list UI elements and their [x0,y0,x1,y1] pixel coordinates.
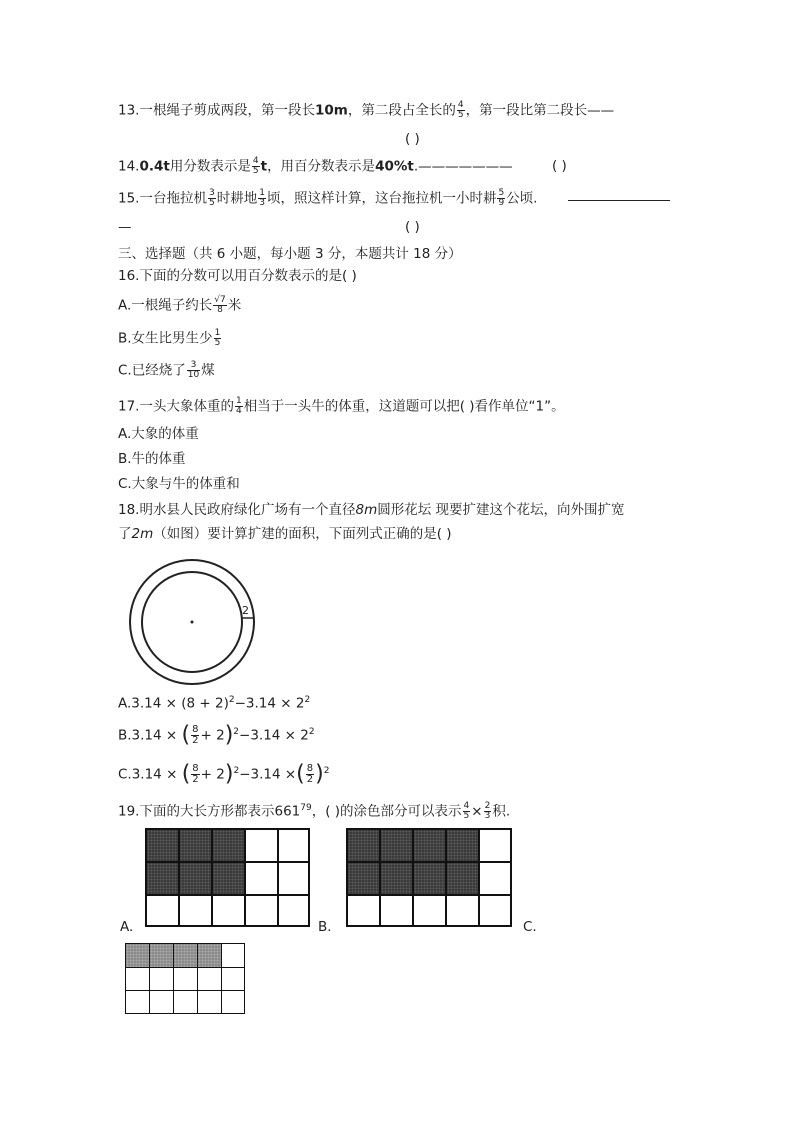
grid-c-cell [149,943,174,968]
q18-a-tail: −3.14 × 2 [234,695,305,712]
q19-times: × [471,803,483,820]
q15-text-3: 顷，照这样计算，这台拖拉机一小时耕 [266,190,497,207]
q15-dash-tail: — [118,219,132,235]
q17-text-2: 相当于一头牛的体重，这道题可以把( )看作单位“1”。 [243,398,565,415]
q18-width: 2m [131,526,154,542]
q14-number: 14. [118,158,140,175]
grid-b-cell [379,861,414,896]
q15-text-2: 时耕地 [216,190,258,207]
q18-a-exp1: 2 [228,695,235,705]
question-18-line-2 [118,525,452,543]
q18-c-fraction [191,764,199,785]
q18-c-num: 8 [192,763,199,774]
grid-b-cell [346,861,381,896]
q18-b-rparen: ) [224,722,234,748]
q19-garbled-sup: 79 [300,803,312,813]
question-18-line-1 [118,501,625,519]
grid-b-cell [445,894,480,927]
q19-grid-a[interactable] [145,828,310,927]
q13-fraction [457,101,465,120]
q16-a-den: 8 [217,305,223,315]
q16-b-den: 5 [214,338,221,348]
q16-a-unit: 米 [227,297,242,314]
q14-unit: t [260,158,268,175]
grid-c-cell [173,990,198,1014]
q16-c-den: 10 [187,370,200,380]
q16-option-c[interactable] [118,361,215,380]
q14-fraction [252,157,260,176]
q16-c-fraction [187,361,200,380]
q14-text-3: .——————— [413,158,513,175]
grid-b-cell [346,894,381,927]
grid-b-cell [478,894,512,927]
q18-diameter: 8m [355,502,378,518]
q14-text-2: ，用百分数表示是 [267,158,376,175]
question-13 [118,101,614,120]
q18-c-plus: + 2 [200,766,225,783]
grid-b-cell [445,861,480,896]
q18-text-2: 圆形花坛 现要扩建这个花坛，向外围扩宽 [377,502,625,518]
grid-a-cell [145,894,180,927]
q14-text: 用分数表示是 [169,158,251,175]
q18-option-c[interactable] [118,762,329,785]
grid-c-cell [197,967,222,991]
q17-option-b[interactable]: B.牛的体重 [118,451,186,467]
q18-c-den: 2 [192,774,199,785]
q19-label-c[interactable]: C. [523,919,537,935]
q16-c-num: 3 [187,361,200,371]
q16-a-num: √7 [214,295,226,305]
q19-fraction-1 [463,802,471,821]
q18-option-a[interactable] [118,691,310,713]
q18-c-fraction-2 [306,764,314,785]
question-16: 16.下面的分数可以用百分数表示的是( ) [118,268,357,284]
q14-frac-num: 4 [252,156,259,166]
q16-b-text: B.女生比男生少 [118,330,213,347]
center-point [191,621,194,624]
q16-option-b[interactable] [118,329,222,348]
q13-text-2: ，第二段占全长的 [347,102,456,119]
q18-c-lparen: ( [181,761,191,787]
q18-b-exp1: 2 [233,727,240,737]
q15-f3-num: 5 [498,188,505,198]
q16-a-fraction [213,296,226,315]
q19-grid-c[interactable] [125,943,245,1014]
q18-b-plus: + 2 [200,727,225,744]
grid-a-cell [211,861,246,896]
q18-a-expr: A.3.14 × (8 + 2) [118,695,229,712]
grid-b-cell [346,828,381,863]
q18-text: 18.明水县人民政府绿化广场有一个直径 [118,502,356,518]
q19-label-b[interactable]: B. [318,919,332,935]
grid-c-cell [221,990,245,1014]
q19-fraction-2 [484,802,492,821]
q18-text-4: （如图）要计算扩建的面积，下面列式正确的是( ) [153,526,452,542]
q15-text-4: 公顷. [506,190,538,207]
q16-c-text: C.已经烧了 [118,362,186,379]
q15-fraction-2 [258,189,266,208]
q18-b-den: 2 [192,735,199,746]
grid-b-cell [478,828,512,863]
q18-c-rparen-2: ) [315,761,324,787]
grid-c-cell [125,967,150,991]
q15-answer-blank[interactable]: ( ) [405,219,420,235]
q18-b-pre: B.3.14 × [118,727,178,744]
grid-a-cell [244,861,279,896]
q15-f2-den: 3 [259,198,265,208]
q16-option-a[interactable] [118,296,241,315]
grid-a-cell [244,828,279,863]
q13-frac-num: 4 [457,100,464,110]
q19-text-2: ，( )的涂色部分可以表示 [311,803,462,820]
grid-c-cell [197,990,222,1014]
question-15 [118,189,537,208]
grid-a-cell [211,828,246,863]
grid-b-cell [478,861,512,896]
width-label: 2 [242,604,249,617]
grid-b-cell [379,894,414,927]
q13-answer-blank[interactable]: ( ) [405,131,420,147]
q17-fraction [235,397,243,416]
question-14 [118,157,513,176]
q14-percent: 40%t [375,158,414,175]
q18-c-lparen-2: ( [296,761,305,787]
q19-text: 19.下面的大长方形都表示 [118,803,275,820]
grid-a-cell [277,828,310,863]
grid-b-cell [412,894,447,927]
q19-f2-den: 3 [484,811,491,821]
grid-a-cell [211,894,246,927]
q14-answer-blank[interactable]: ( ) [552,158,567,174]
q15-f1-den: 5 [208,198,215,208]
q15-fraction-1 [208,189,216,208]
grid-a-cell [178,828,213,863]
q19-f1-num: 4 [463,801,470,811]
grid-c-cell [149,990,174,1014]
question-19 [118,799,510,821]
q18-b-lparen: ( [181,722,191,748]
q17-text: 17.一头大象体重的 [118,398,234,415]
q14-value: 0.4t [139,158,170,175]
q18-circle-figure [120,556,260,688]
q18-c-den2: 2 [306,774,314,785]
q18-b-exp2: 2 [308,727,315,737]
q18-c-exp1: 2 [233,766,240,776]
grid-c-cell [125,943,150,968]
q17-option-a[interactable]: A.大象的体重 [118,426,199,442]
grid-b-cell [412,861,447,896]
q17-frac-num: 1 [235,396,242,406]
q16-b-num: 1 [214,328,221,338]
grid-b-cell [379,828,414,863]
q13-length: 10m [314,102,348,119]
q16-b-fraction [214,329,222,348]
q18-c-exp2: 2 [323,766,330,776]
grid-c-cell [173,967,198,991]
q18-text-3: 了 [118,526,132,542]
grid-c-cell [221,943,245,968]
q19-f2-num: 2 [484,801,491,811]
q18-b-tail: −3.14 × 2 [239,727,309,744]
q17-option-c[interactable]: C.大象与牛的体重和 [118,476,240,492]
q15-f1-num: 3 [208,188,215,198]
q18-c-pre: C.3.14 × [118,766,178,783]
grid-c-cell [221,967,245,991]
q18-c-tail: −3.14 × [239,766,297,783]
q18-option-b[interactable] [118,723,315,746]
q19-f1-den: 5 [463,811,470,821]
q18-a-exp2: 2 [304,695,311,705]
q19-garbled: 661 [274,803,301,820]
q17-frac-den: 4 [235,406,242,416]
grid-c-cell [149,967,174,991]
q13-text-3: ，第一段比第二段长—— [465,102,615,119]
q13-text: 13.一根绳子剪成两段，第一段长 [118,102,315,119]
grid-a-cell [178,894,213,927]
q19-text-3: 积. [492,803,511,820]
q18-b-num: 8 [192,724,199,735]
q18-b-fraction [191,725,199,746]
q15-f3-den: 9 [498,198,505,208]
grid-a-cell [178,861,213,896]
question-17 [118,397,565,416]
q15-dash-line [568,199,670,201]
grid-c-cell [125,990,150,1014]
q19-grid-b[interactable] [346,828,512,927]
grid-b-cell [445,828,480,863]
grid-a-cell [277,894,310,927]
q16-c-unit: 煤 [201,362,215,379]
q15-fraction-3 [497,189,505,208]
q15-text: 15.一台拖拉机 [118,190,207,207]
grid-c-cell [197,943,222,968]
grid-a-cell [145,828,180,863]
section-3-title: 三、选择题（共 6 小题，每小题 3 分，本题共计 18 分） [118,246,462,262]
grid-b-cell [412,828,447,863]
grid-a-cell [244,894,279,927]
q18-c-num2: 8 [306,763,314,774]
q19-label-a[interactable]: A. [120,919,134,935]
q13-frac-den: 5 [457,110,464,120]
grid-a-cell [277,861,310,896]
grid-c-cell [173,943,198,968]
q14-frac-den: 5 [252,166,259,176]
q16-a-text: A.一根绳子约长 [118,297,213,314]
q15-f2-num: 1 [259,188,265,198]
q18-c-rparen: ) [224,761,234,787]
grid-a-cell [145,861,180,896]
